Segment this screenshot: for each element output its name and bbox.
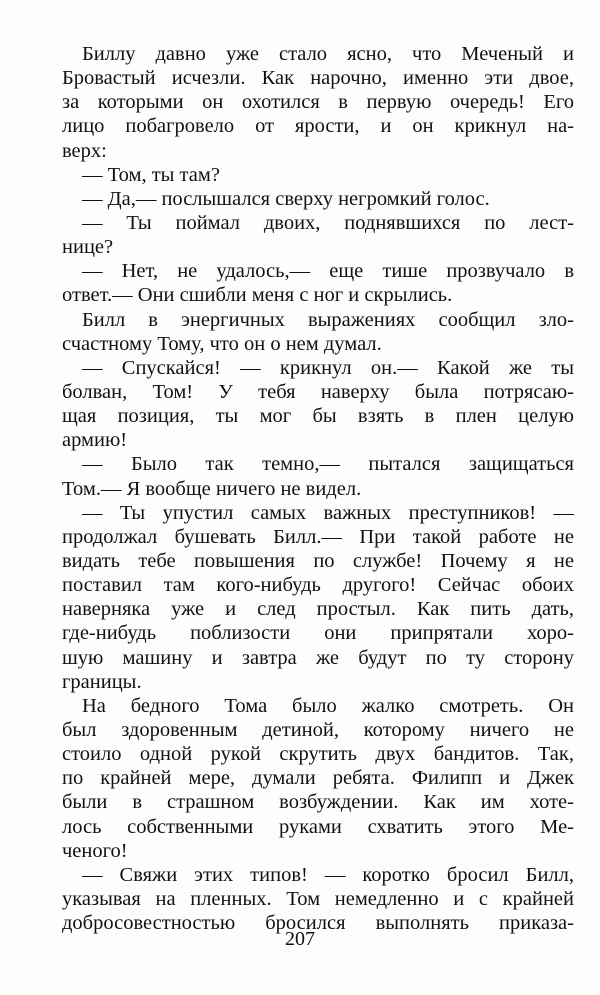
text-line: Бровастый исчезли. Как нарочно, именно эти двое, xyxy=(62,67,574,90)
text-line: наверняка уже и след простыл. Как пить дать, xyxy=(62,598,574,621)
text-line: лицо побагровело от ярости, и он крикнул на- xyxy=(62,115,574,138)
text-line: счастному Тому, что он о нем думал. xyxy=(62,332,382,355)
text-line: шую машину и завтра же будут по ту сторону xyxy=(62,646,574,669)
text-line: поставил там кого-нибудь другого! Сейчас обоих xyxy=(62,574,574,597)
text-line: армию! xyxy=(62,429,128,452)
text-line: Биллу давно уже стало ясно, что Меченый и xyxy=(82,43,574,65)
text-line: по крайней мере, думали ребята. Филипп и Джек xyxy=(62,767,574,790)
text-line: ченого! xyxy=(62,839,128,862)
text-line: ответ.— Они сшибли меня с ног и скрылись. xyxy=(62,284,453,307)
text-line: — Спускайся! — крикнул он.— Какой же ты xyxy=(82,356,574,379)
text-line: стоило одной рукой скрутить двух бандитов. Так, xyxy=(62,743,574,766)
page-number: 207 xyxy=(285,928,315,950)
text-line: видать тебе повышения по службе! Почему я не xyxy=(62,549,574,572)
text-line: где-нибудь поблизости они припрятали хоро- xyxy=(62,622,574,645)
text-line: — Ты поймал двоих, поднявшихся по лест- xyxy=(82,211,574,234)
text-line: указывая на пленных. Том немедленно и с крайней xyxy=(62,887,574,910)
text-line: были в страшном возбуждении. Как им хоте- xyxy=(62,791,574,814)
text-line: Том.— Я вообще ничего не видел. xyxy=(62,477,362,500)
text-line: щая позиция, ты мог бы взять в плен целую xyxy=(62,405,574,428)
text-line: болван, Том! У тебя наверху была потрясаю- xyxy=(62,380,574,403)
text-line: лось собственными руками схватить этого Ме- xyxy=(62,815,574,838)
text-line: — Нет, не удалось,— еще тише прозвучало в xyxy=(82,260,574,283)
text-line: границы. xyxy=(62,670,142,693)
text-line: Билл в энергичных выражениях сообщил зло- xyxy=(82,308,574,331)
text-line: за которыми он охотился в первую очередь! Его xyxy=(62,91,574,114)
text-line: — Том, ты там? xyxy=(82,163,220,186)
text-line: — Было так темно,— пытался защищаться xyxy=(82,453,574,476)
text-line: — Ты упустил самых важных преступников! — xyxy=(82,501,574,524)
text-line: добросовестностью бросился выполнять приказа- xyxy=(62,912,574,935)
text-line: продолжал бушевать Билл.— При такой работе не xyxy=(62,525,574,548)
text-line: был здоровенным детиной, которому ничего не xyxy=(62,718,574,741)
text-line: нице? xyxy=(62,236,114,259)
text-line: — Свяжи этих типов! — коротко бросил Билл, xyxy=(82,863,574,886)
text-line: На бедного Тома было жалко смотреть. Он xyxy=(82,694,574,717)
text-line: верх: xyxy=(62,139,107,162)
text-line: — Да,— послышался сверху негромкий голос. xyxy=(82,187,490,210)
body-text xyxy=(62,42,574,935)
